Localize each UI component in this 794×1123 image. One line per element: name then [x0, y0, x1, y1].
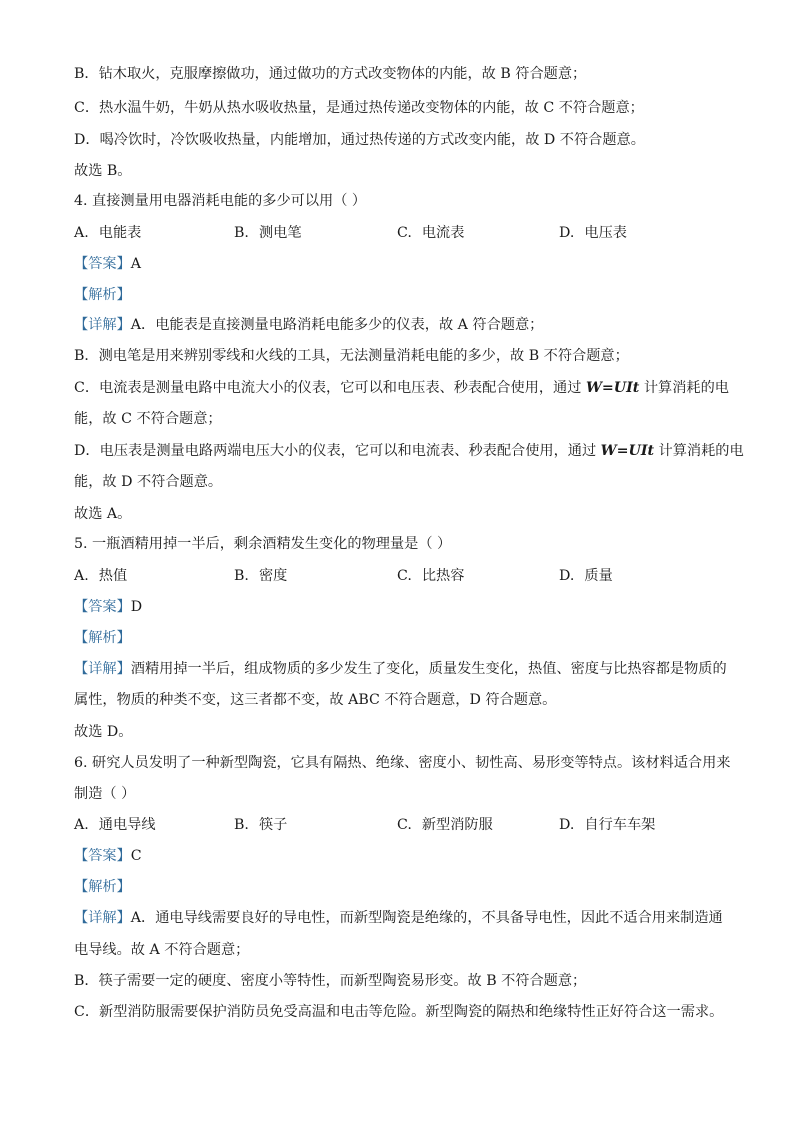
option-d: D. 电压表	[559, 225, 627, 241]
answer-line: 【答案】D	[74, 599, 143, 615]
text-line: B．钻木取火，克服摩擦做功，通过做功的方式改变物体的内能，故 B 符合题意；	[74, 66, 587, 82]
conclusion-line: 故选 D。	[74, 724, 133, 740]
analysis-label: 【解析】	[74, 287, 131, 303]
conclusion-line: 故选 A。	[74, 506, 132, 522]
option-b: B. 筷子	[234, 817, 288, 833]
option-b: B. 密度	[234, 568, 288, 584]
detail-line: C．新型消防服需要保护消防员免受高温和电击等危险。新型陶瓷的隔热和绝缘特性正好符合这一需求。	[74, 1004, 724, 1020]
option-d: D. 自行车车架	[559, 817, 656, 833]
option-a: A. 电能表	[74, 225, 142, 241]
analysis-label: 【解析】	[74, 630, 131, 646]
option-c: C. 电流表	[397, 225, 465, 241]
analysis-label: 【解析】	[74, 879, 131, 895]
detail-line: 能，故 D 不符合题意。	[74, 474, 223, 490]
detail-line: D．电压表是测量电路两端电压大小的仪表，它可以和电流表、秒表配合使用，通过 W=UIt 计算消耗的电	[74, 443, 744, 459]
option-a: A. 热值	[74, 568, 128, 584]
detail-line: 电导线。故 A 不符合题意；	[74, 942, 250, 958]
detail-line: 属性，物质的种类不变，这三者都不变，故 ABC 不符合题意，D 符合题意。	[74, 692, 557, 708]
option-a: A. 通电导线	[74, 817, 156, 833]
text-line: C．热水温牛奶，牛奶从热水吸收热量，是通过热传递改变物体的内能，故 C 不符合题意；	[74, 100, 644, 116]
question-6-stem: 6. 研究人员发明了一种新型陶瓷，它具有隔热、绝缘、密度小、韧性高、易形变等特点。该材料适合用来	[74, 755, 731, 771]
question-5-stem: 5. 一瓶酒精用掉一半后，剩余酒精发生变化的物理量是（ ）	[74, 536, 452, 552]
text-line: D．喝冷饮时，冷饮吸收热量，内能增加，通过热传递的方式改变内能，故 D 不符合题意。	[74, 132, 645, 148]
question-4-stem: 4. 直接测量用电器消耗电能的多少可以用（ ）	[74, 193, 367, 209]
detail-line: 能，故 C 不符合题意；	[74, 411, 222, 427]
option-b: B. 测电笔	[234, 225, 302, 241]
option-d: D. 质量	[559, 568, 613, 584]
detail-line: C．电流表是测量电路中电流大小的仪表，它可以和电压表、秒表配合使用，通过 W=UIt 计算消耗的电	[74, 380, 729, 396]
answer-line: 【答案】C	[74, 848, 142, 864]
option-c: C. 比热容	[397, 568, 465, 584]
conclusion-line: 故选 B。	[74, 163, 132, 179]
option-c: C. 新型消防服	[397, 817, 493, 833]
detail-line: 【详解】酒精用掉一半后，组成物质的多少发生了变化，质量发生变化，热值、密度与比热容都是物质的	[74, 661, 727, 677]
detail-line: 【详解】A．电能表是直接测量电路消耗电能多少的仪表，故 A 符合题意；	[74, 317, 544, 333]
answer-line: 【答案】A	[74, 256, 142, 272]
detail-line: B．筷子需要一定的硬度、密度小等特性，而新型陶瓷易形变。故 B 不符合题意；	[74, 973, 587, 989]
detail-line: B．测电笔是用来辨别零线和火线的工具，无法测量消耗电能的多少，故 B 不符合题意；	[74, 348, 629, 364]
detail-line: 【详解】A．通电导线需要良好的导电性，而新型陶瓷是绝缘的，不具备导电性，因此不适合用来制造通	[74, 910, 723, 926]
question-6-stem-cont: 制造（ ）	[74, 786, 136, 802]
